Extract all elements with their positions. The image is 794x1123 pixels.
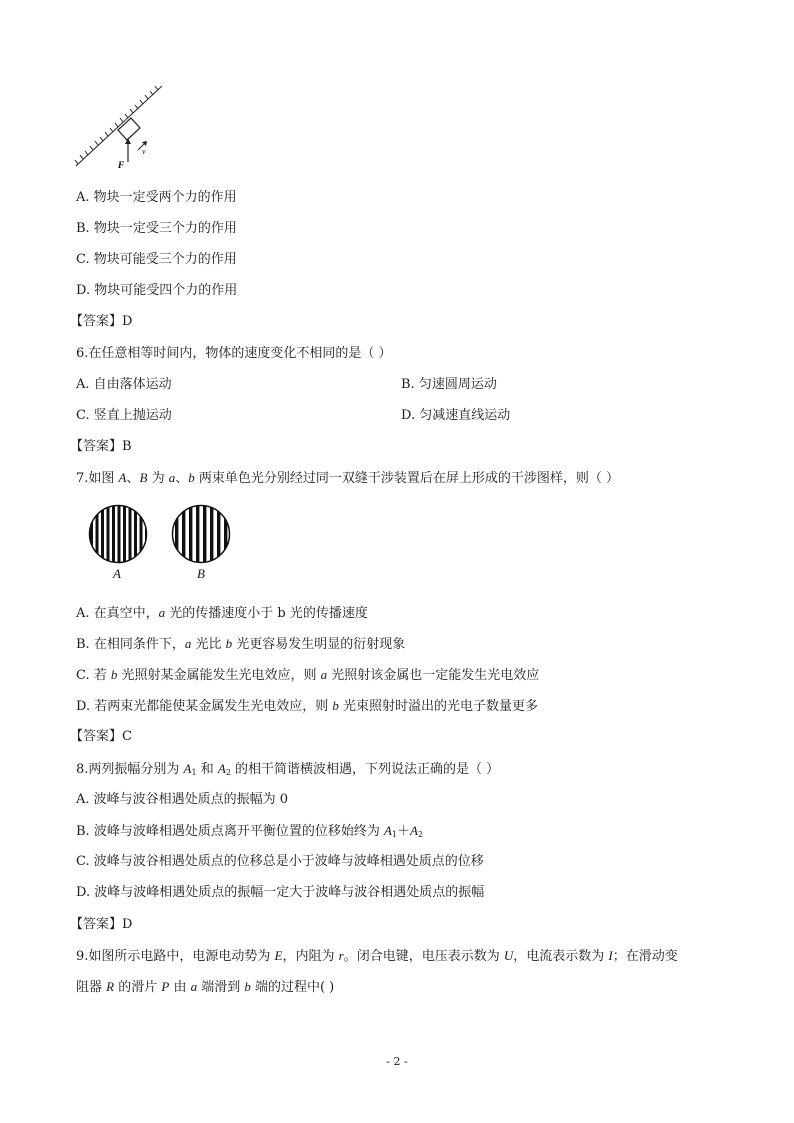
q7-option-d: D. 若两束光都能使某金属发生光电效应，则 b 光束照射时溢出的光电子数量更多: [76, 698, 538, 714]
q8-option-a: A. 波峰与波谷相遇处质点的振幅为 0: [76, 792, 289, 807]
q5-option-d: D. 物块可能受四个力的作用: [76, 283, 238, 298]
q7-option-c: C. 若 b 光照射某金属能发生光电效应，则 a 光照射该金属也一定能发生光电效应: [76, 667, 540, 683]
q6-stem: 6.在任意相等时间内，物体的速度变化不相同的是（ ）: [76, 346, 392, 361]
incline-figure: [70, 82, 180, 177]
q5-answer: 【答案】D: [70, 314, 133, 329]
q6-answer: 【答案】B: [70, 439, 132, 454]
velocity-label: v: [142, 147, 146, 156]
q7-stem: 7.如图 A、B 为 a、b 两束单色光分别经过同一双缝干涉装置后在屏上形成的干涉图样，则（ ）: [76, 470, 620, 486]
q7-option-b: B. 在相同条件下，a 光比 b 光更容易发生明显的衍射现象: [76, 636, 406, 652]
q9-stem-line1: 9.如图所示电路中，电源电动势为 E，内阻为 r。闭合电键，电压表示数为 U，电流表示数为 I；在滑动变: [76, 948, 678, 964]
q8-option-c: C. 波峰与波谷相遇处质点的位移总是小于波峰与波峰相遇处质点的位移: [76, 854, 484, 869]
force-label: F: [118, 160, 125, 170]
page-number: - 2 -: [386, 1055, 408, 1068]
block: [118, 118, 140, 140]
q6-option-c: C. 竖直上抛运动: [76, 408, 172, 423]
fig-label-b: B: [197, 566, 205, 581]
q8-stem: 8.两列振幅分别为 $A_1$ 和 $A_2$ 的相干简谐横波相遇，下列说法正确的是（ ）: [76, 761, 500, 777]
fig-label-a: A: [113, 566, 121, 581]
q8-option-b: B. 波峰与波峰相遇处质点离开平衡位置的位移始终为 $A_1+A_2$: [76, 823, 424, 839]
q5-option-a: A. 物块一定受两个力的作用: [76, 190, 237, 205]
q5-option-b: B. 物块一定受三个力的作用: [76, 221, 237, 236]
q7-option-a: A. 在真空中，a 光的传播速度小于 b 光的传播速度: [76, 605, 368, 621]
interference-pattern-a: [88, 504, 148, 564]
q6-option-b: B. 匀速圆周运动: [401, 377, 497, 392]
hatched-ceiling: [75, 86, 162, 166]
q6-option-a: A. 自由落体运动: [76, 377, 172, 392]
q7-answer: 【答案】C: [70, 729, 132, 744]
q8-answer: 【答案】D: [70, 917, 133, 932]
interference-pattern-b: [171, 504, 231, 564]
q5-option-c: C. 物块可能受三个力的作用: [76, 252, 237, 267]
q8-option-d: D. 波峰与波峰相遇处质点的振幅一定大于波峰与波谷相遇处质点的振幅: [76, 885, 485, 900]
q6-option-d: D. 匀减速直线运动: [401, 408, 511, 423]
q9-stem-line2: 阻器 R 的滑片 P 由 a 端滑到 b 端的过程中( ): [76, 979, 335, 995]
